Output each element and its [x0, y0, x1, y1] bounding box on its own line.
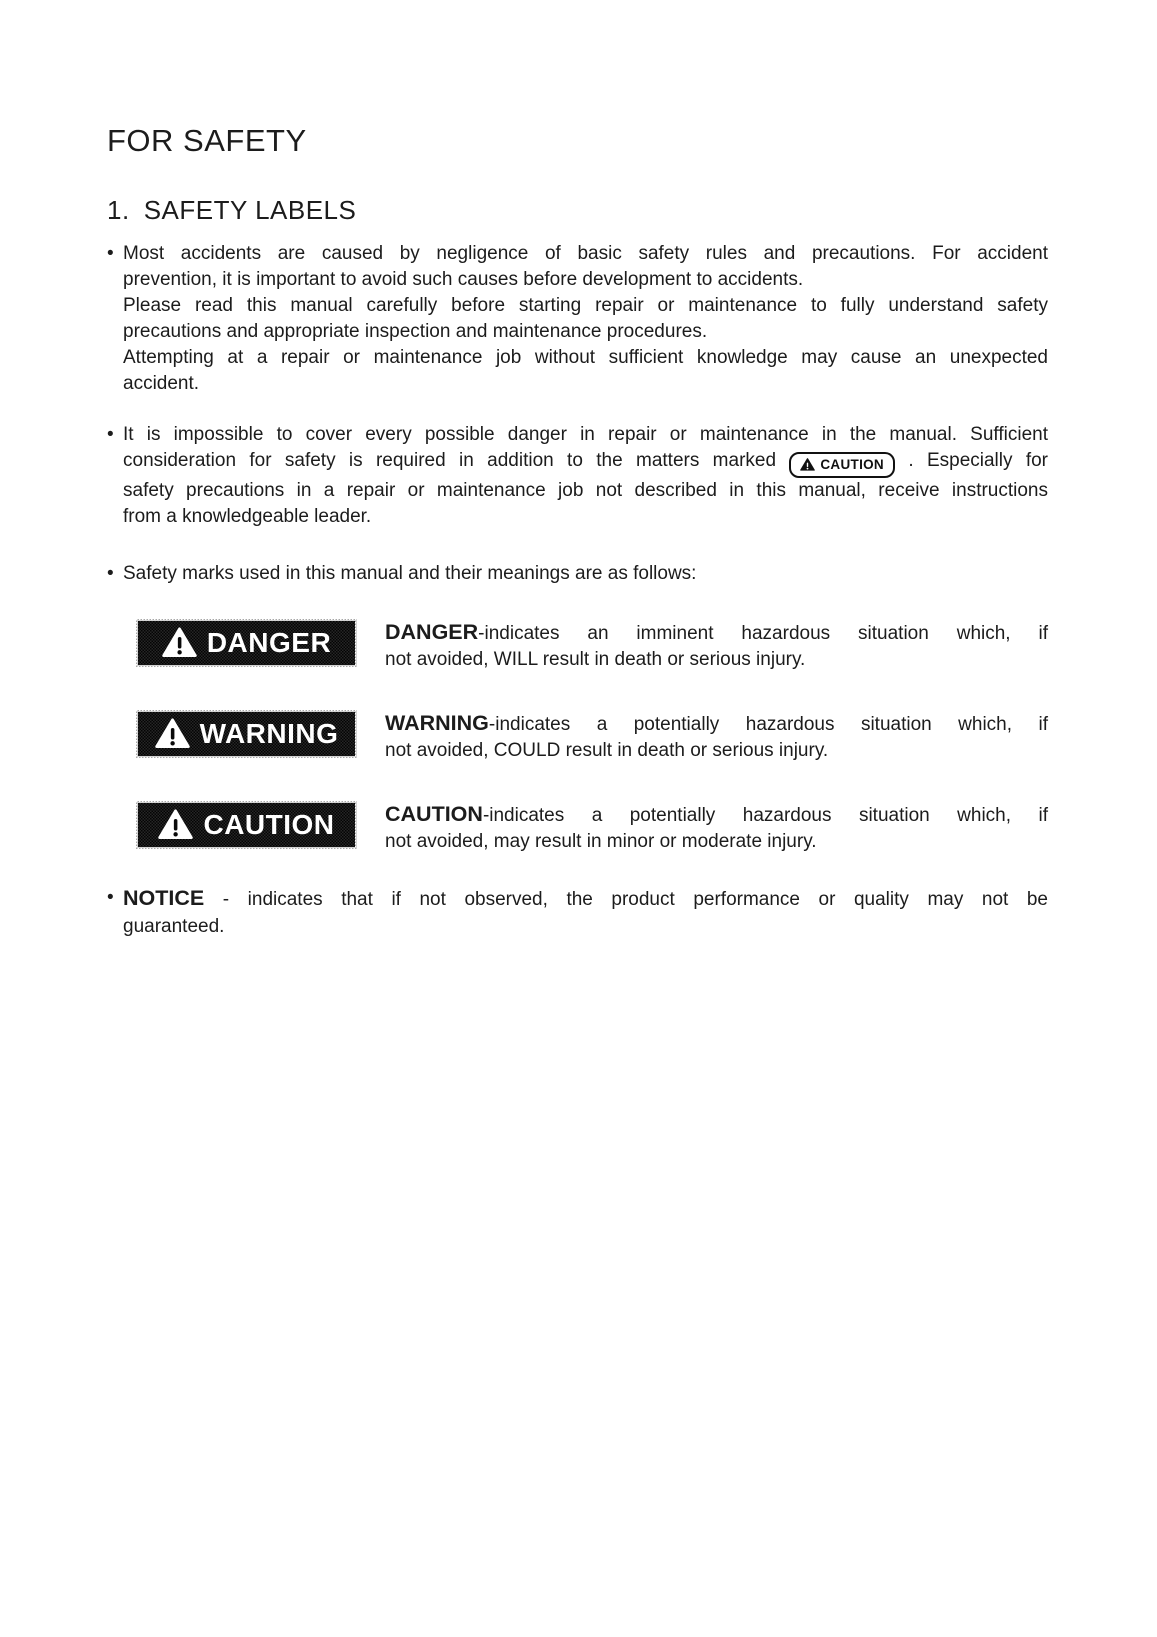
danger-row: [107, 619, 1048, 673]
danger-description: [385, 619, 1048, 673]
notice-line: guaranteed.: [123, 915, 225, 937]
danger-badge-label: DANGER: [206, 627, 332, 658]
description-line: [385, 801, 1048, 829]
paragraph-line: precautions and appropriate inspection and maintenance procedures.: [123, 321, 708, 342]
line-text-after: . Especially for: [908, 450, 1048, 471]
caution-badge-inner: [138, 803, 355, 847]
description-text: -indicates a potentially hazardous situation which, if: [482, 804, 1048, 826]
notice-text: - indicates that if not observed, the product performance or quality may not be: [204, 888, 1048, 910]
inline-caution-badge: [789, 452, 895, 478]
paragraph-line: • Safety marks used in this manual and their meanings are as follows:: [123, 562, 697, 584]
warning-triangle-icon: [800, 458, 815, 471]
line-text-before: consideration for safety is required in addition to the matters marked: [123, 450, 777, 471]
paragraph-line: • It is impossible to cover every possible danger in repair or maintenance in the manual. Sufficient: [123, 424, 1048, 445]
caution-badge-label: CAUTION: [203, 809, 335, 840]
paragraph-line: • Most accidents are caused by negligence of basic safety rules and precautions. For accident: [123, 243, 1048, 264]
description-lead: DANGER: [385, 619, 479, 644]
warning-badge: [136, 710, 357, 758]
inline-caution-badge-label: CAUTION: [820, 456, 884, 472]
description-lead: WARNING: [385, 710, 489, 735]
paragraph-line: accident.: [123, 373, 200, 394]
warning-triangle-icon: [158, 809, 193, 840]
description-line: not avoided, COULD result in death or serious injury.: [385, 739, 829, 761]
caution-badge: [136, 801, 357, 849]
warning-badge-inner: [138, 712, 355, 756]
page-content: [107, 122, 1048, 940]
paragraph-line: prevention, it is important to avoid such causes before development to accidents.: [123, 269, 804, 290]
bullet-safety-marks-intro: [107, 561, 1048, 587]
paragraph-line-with-badge: [123, 448, 1048, 478]
caution-description: [385, 801, 1048, 855]
description-text: -indicates an imminent hazardous situation which, if: [478, 622, 1048, 644]
bullet-accidents: [107, 241, 1048, 397]
paragraph-line: Please read this manual carefully before starting repair or maintenance to fully understand safety: [123, 295, 1048, 316]
warning-row: [107, 710, 1048, 764]
description-line: [385, 619, 1048, 647]
warning-triangle-icon: [162, 627, 197, 658]
caution-row: [107, 801, 1048, 855]
safety-marks-list: [107, 619, 1048, 855]
section-number: 1.: [107, 195, 130, 225]
bullet-notice: [107, 885, 1048, 940]
warning-description: [385, 710, 1048, 764]
section-title: SAFETY LABELS: [143, 195, 357, 225]
notice-line: [123, 885, 1048, 913]
paragraph-line: from a knowledgeable leader.: [123, 505, 372, 527]
section-heading: [107, 194, 1048, 226]
description-line: not avoided, WILL result in death or serious injury.: [385, 648, 806, 670]
warning-triangle-icon: [155, 718, 190, 749]
description-lead: CAUTION: [385, 801, 483, 826]
description-line: not avoided, may result in minor or moderate injury.: [385, 830, 817, 852]
danger-badge: [136, 619, 357, 667]
notice-lead: NOTICE: [123, 885, 205, 910]
paragraph-line: Attempting at a repair or maintenance job without sufficient knowledge may cause an unexpected: [123, 347, 1048, 368]
warning-badge-label: WARNING: [199, 718, 339, 749]
description-line: [385, 710, 1048, 738]
paragraph-line: safety precautions in a repair or maintenance job not described in this manual, receive instructions: [123, 479, 1048, 501]
description-text: -indicates a potentially hazardous situation which, if: [488, 713, 1048, 735]
page-title: FOR SAFETY: [107, 123, 307, 158]
bullet-impossible-to-cover: [107, 422, 1048, 530]
danger-badge-inner: [138, 621, 355, 665]
